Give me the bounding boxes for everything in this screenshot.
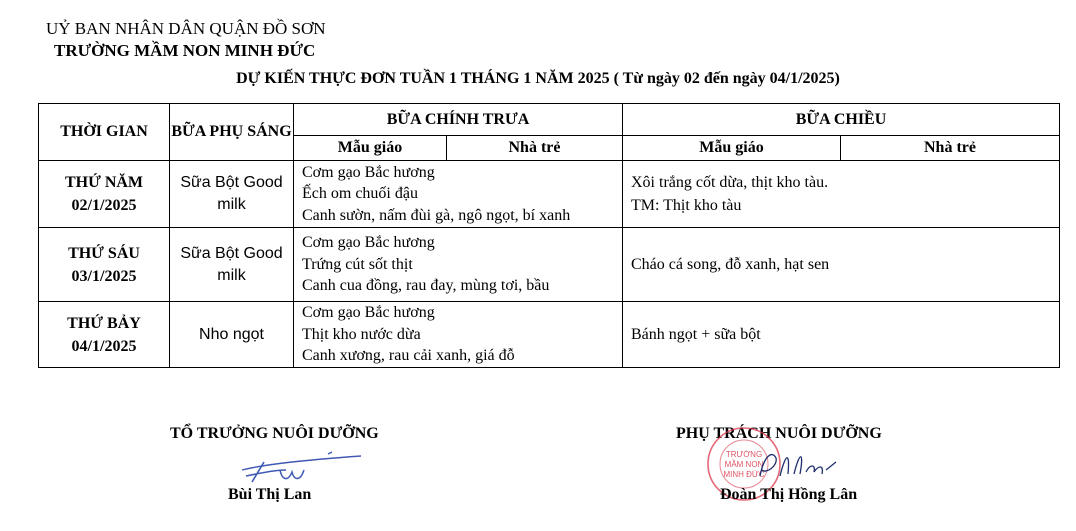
right-signature-icon	[752, 446, 842, 486]
header-afternoon-kindergarten: Mẫu giáo	[623, 136, 841, 161]
lunch-item: Trứng cút sốt thịt	[302, 255, 413, 273]
day-name: THỨ BẢY	[67, 314, 141, 332]
school-name: TRƯỜNG MẦM NON MINH ĐỨC	[54, 41, 316, 60]
header-morning-snack: BỮA PHỤ SÁNG	[170, 104, 294, 161]
table-row	[39, 302, 1060, 368]
lunch-item: Cơm gạo Bắc hương	[302, 304, 435, 322]
afternoon-item: Xôi trắng cốt dừa, thịt kho tàu.	[631, 174, 829, 191]
lunch-item: Canh sườn, nấm đùi gà, ngô ngọt, bí xanh	[302, 206, 571, 224]
day-name: THỨ SÁU	[68, 244, 140, 262]
header-afternoon: BỮA CHIỀU	[623, 104, 1060, 136]
header-lunch: BỮA CHÍNH TRƯA	[294, 104, 623, 136]
right-signer-name: Đoàn Thị Hồng Lân	[720, 486, 858, 503]
authority-name: UỶ BAN NHÂN DÂN QUẬN ĐỒ SƠN	[46, 19, 326, 38]
left-signature-icon	[236, 448, 371, 488]
morning-snack: Sữa Bột Good milk	[170, 228, 294, 302]
header-lunch-kindergarten: Mẫu giáo	[294, 136, 447, 161]
afternoon-item: Cháo cá song, đỗ xanh, hạt sen	[631, 256, 830, 273]
lunch-item: Ếch om chuối đậu	[302, 185, 418, 203]
left-signer-title: TỔ TRƯỞNG NUÔI DƯỠNG	[170, 425, 379, 442]
header-time: THỜI GIAN	[39, 104, 170, 161]
stamp-line: MINH ĐỨC	[723, 470, 765, 479]
table-row	[39, 161, 1060, 228]
lunch-item: Canh xương, rau cải xanh, giá đỗ	[302, 347, 515, 365]
lunch-item: Cơm gạo Bắc hương	[302, 234, 435, 252]
morning-snack: Nho ngọt	[170, 302, 294, 368]
stamp-line: TRƯỜNG	[725, 450, 763, 459]
menu-table	[38, 103, 1060, 368]
lunch-item: Cơm gạo Bắc hương	[302, 163, 435, 181]
left-signer-name: Bùi Thị Lan	[228, 486, 312, 503]
header-lunch-nursery: Nhà trẻ	[447, 136, 623, 161]
day-date: 02/1/2025	[71, 197, 137, 214]
day-date: 03/1/2025	[71, 267, 137, 285]
day-date: 04/1/2025	[71, 337, 137, 355]
afternoon-item: Bánh ngọt + sữa bột	[631, 326, 761, 343]
header-afternoon-nursery: Nhà trẻ	[841, 136, 1060, 161]
lunch-item: Canh cua đồng, rau đay, mùng tơi, bầu	[302, 277, 550, 295]
morning-snack: Sữa Bột Good milk	[170, 161, 294, 228]
lunch-item: Thịt kho nước dừa	[302, 325, 421, 343]
document-title: DỰ KIẾN THỰC ĐƠN TUẦN 1 THÁNG 1 NĂM 2025 ( Từ ngày 02 đến ngày 04/1/2025)	[236, 70, 840, 87]
stamp-line: MẦM NON	[724, 460, 764, 469]
table-row	[39, 228, 1060, 302]
afternoon-item: TM: Thịt kho tàu	[631, 197, 742, 214]
right-signer-title: PHỤ TRÁCH NUÔI DƯỠNG	[676, 425, 882, 442]
day-name: THỨ NĂM	[64, 174, 144, 191]
